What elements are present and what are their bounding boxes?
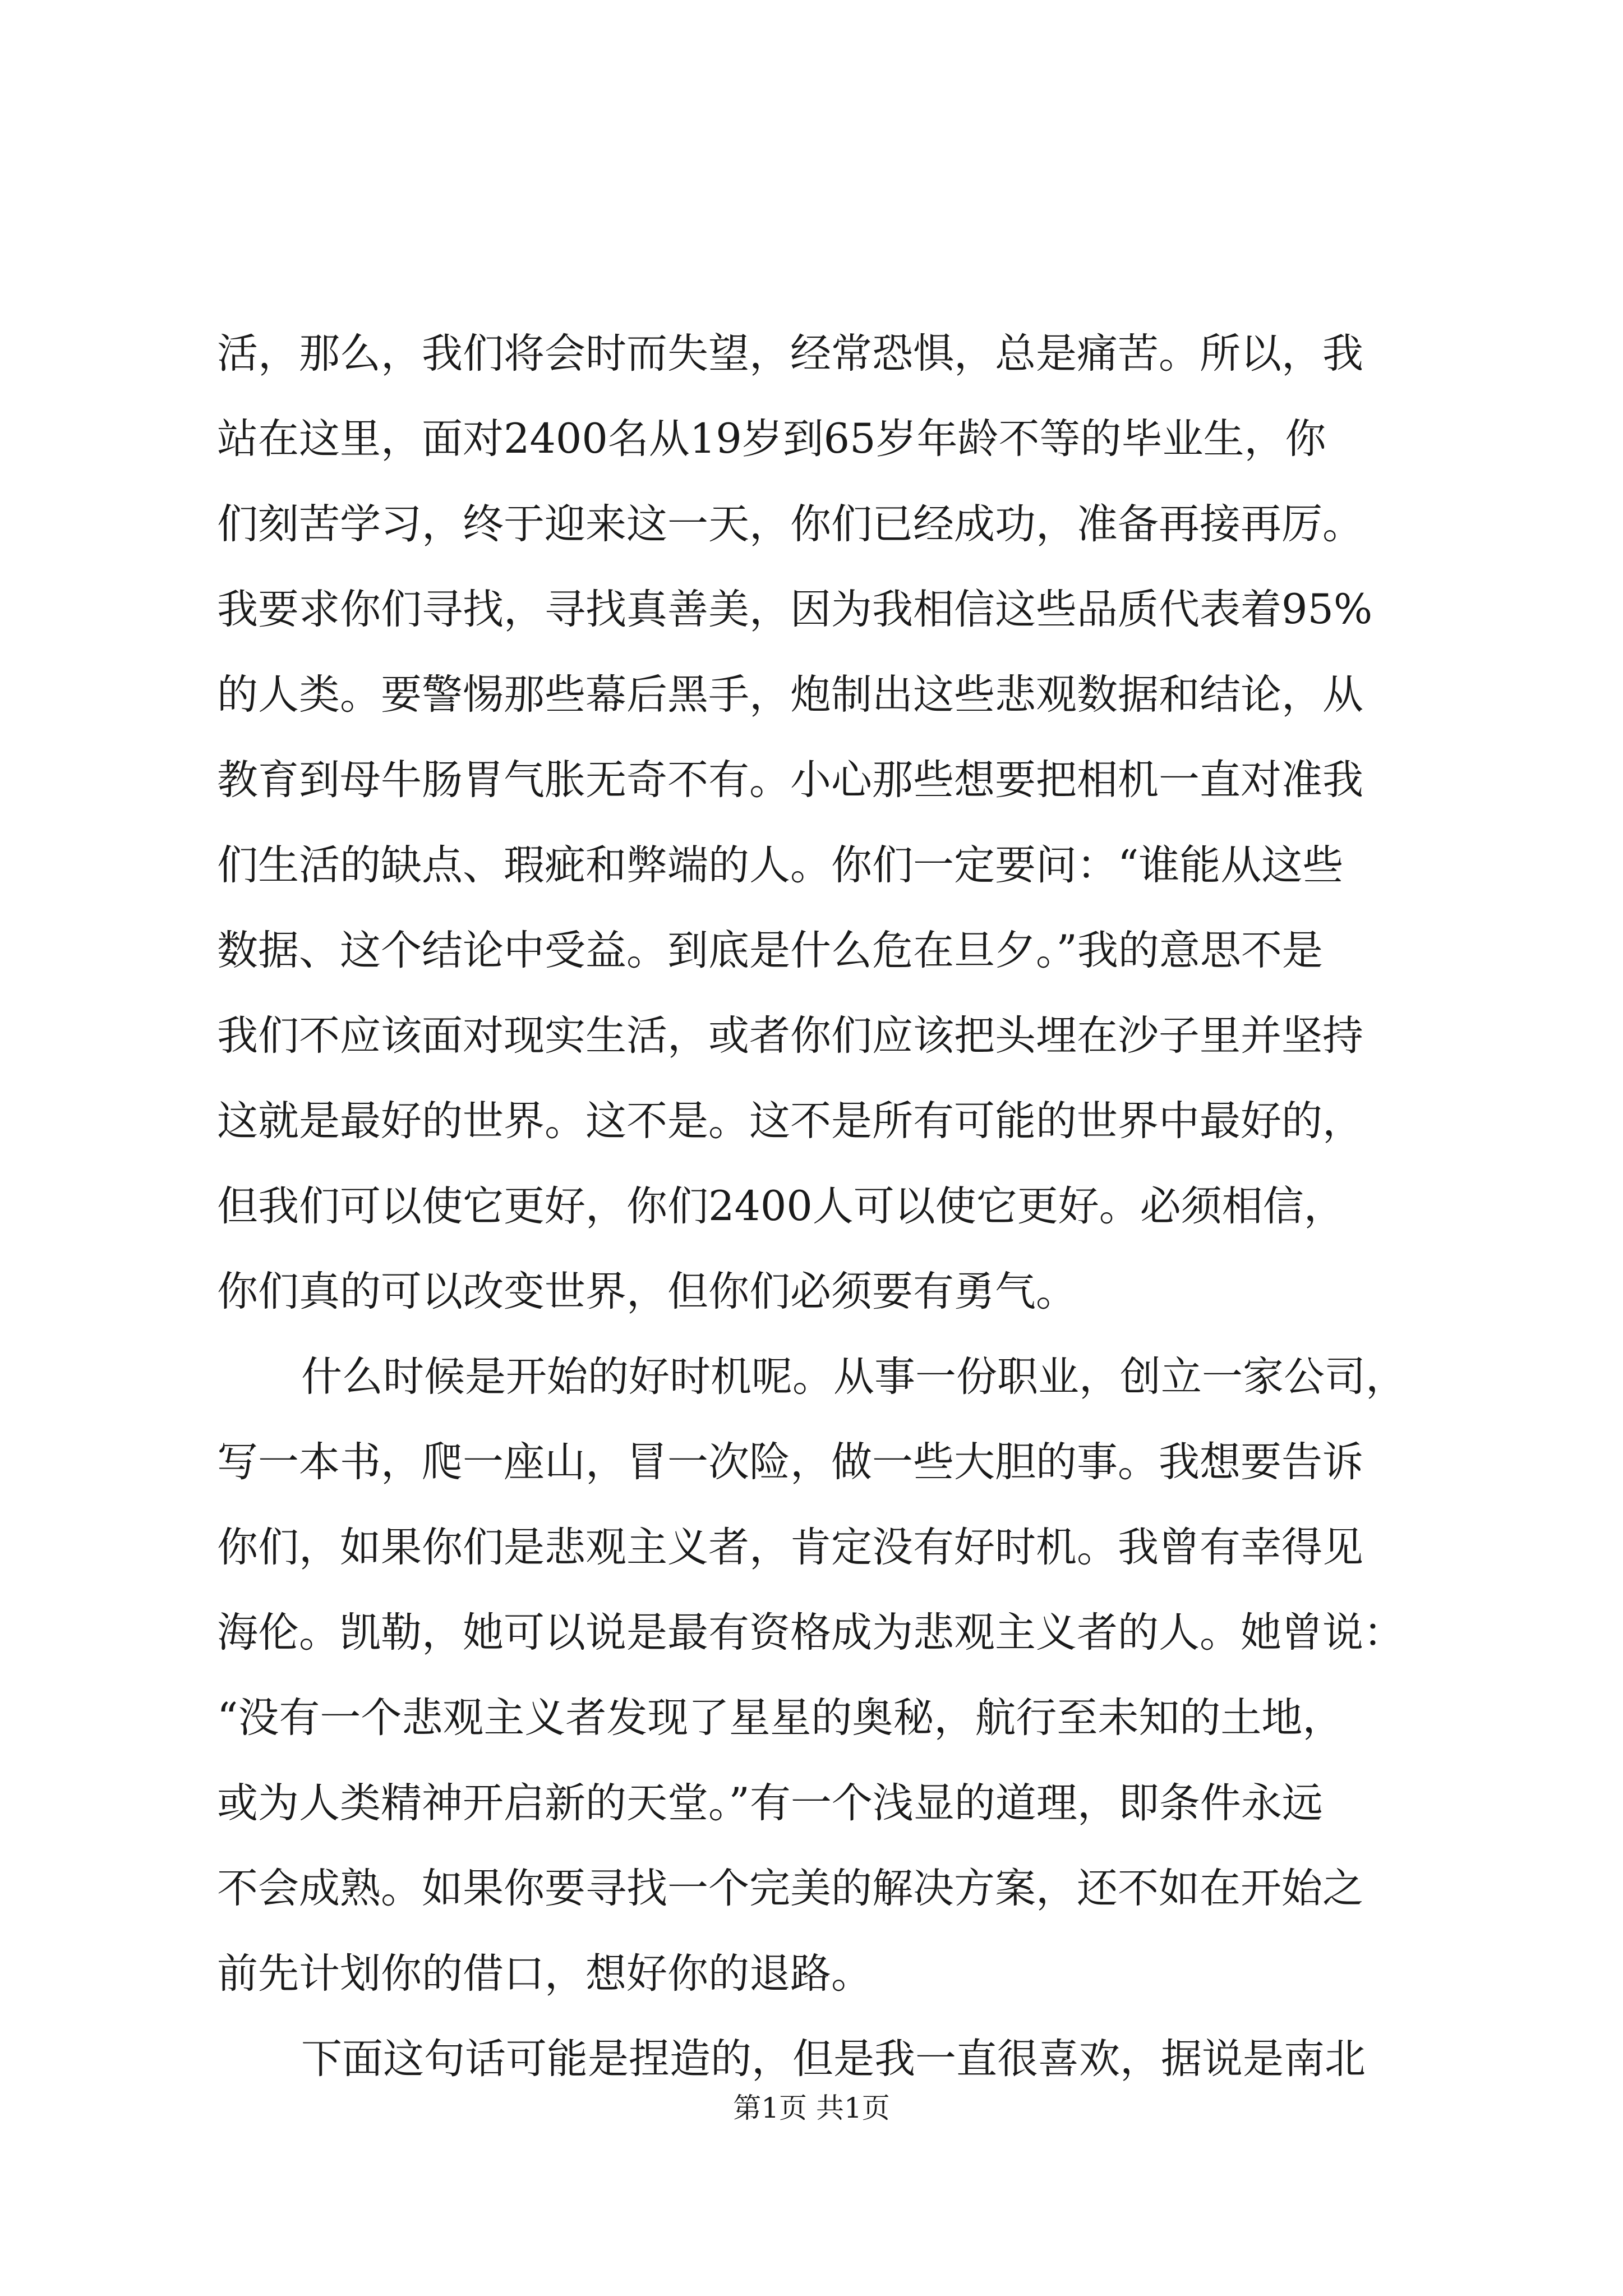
- text-line: 的人类。要警惕那些幕后黑手，炮制出这些悲观数据和结论，从: [217, 671, 1363, 719]
- text-line: 数据、这个结论中受益。到底是什么危在旦夕。”我的意思不是: [217, 927, 1323, 974]
- text-line: 我们不应该面对现实生活，或者你们应该把头埋在沙子里并坚持: [217, 1012, 1363, 1060]
- text-line: 站在这里，面对2400名从19岁到65岁年龄不等的毕业生，你: [217, 415, 1326, 463]
- text-line: “没有一个悲观主义者发现了星星的奥秘，航行至未知的土地，: [217, 1694, 1344, 1742]
- text-line: 但我们可以使它更好，你们2400人可以使它更好。必须相信，: [217, 1182, 1345, 1230]
- text-line: 你们真的可以改变世界，但你们必须要有勇气。: [217, 1268, 1077, 1315]
- text-line: 写一本书，爬一座山，冒一次险，做一些大胆的事。我想要告诉: [217, 1438, 1363, 1486]
- text-line: 海伦。凯勒，她可以说是最有资格成为悲观主义者的人。她曾说：: [217, 1609, 1404, 1657]
- paragraph-first-line: 什么时候是开始的好时机呢。从事一份职业，创立一家公司，: [301, 1353, 1407, 1401]
- text-line: 前先计划你的借口，想好你的退路。: [217, 1950, 872, 1998]
- document-body: [217, 311, 1406, 2102]
- text-line: 我要求你们寻找，寻找真善美，因为我相信这些品质代表着95%: [217, 586, 1373, 633]
- text-line: 或为人类精神开启新的天堂。”有一个浅显的道理，即条件永远: [217, 1779, 1323, 1827]
- text-line: 教育到母牛肠胃气胀无奇不有。小心那些想要把相机一直对准我: [217, 756, 1363, 804]
- text-line: 们刻苦学习，终于迎来这一天，你们已经成功，准备再接再厉。: [217, 500, 1363, 548]
- text-line: 活，那么，我们将会时而失望，经常恐惧，总是痛苦。所以，我: [217, 330, 1363, 378]
- page-footer: 第1页 共1页: [733, 2092, 890, 2124]
- text-line: 们生活的缺点、瑕疵和弊端的人。你们一定要问：“谁能从这些: [217, 841, 1344, 889]
- text-line: 这就是最好的世界。这不是。这不是所有可能的世界中最好的，: [217, 1097, 1363, 1145]
- text-line: 不会成熟。如果你要寻找一个完美的解决方案，还不如在开始之: [217, 1865, 1363, 1912]
- paragraph-first-line: 下面这句话可能是捏造的，但是我一直很喜欢，据说是南北: [301, 2035, 1366, 2083]
- text-line: 你们，如果你们是悲观主义者，肯定没有好时机。我曾有幸得见: [217, 1524, 1363, 1571]
